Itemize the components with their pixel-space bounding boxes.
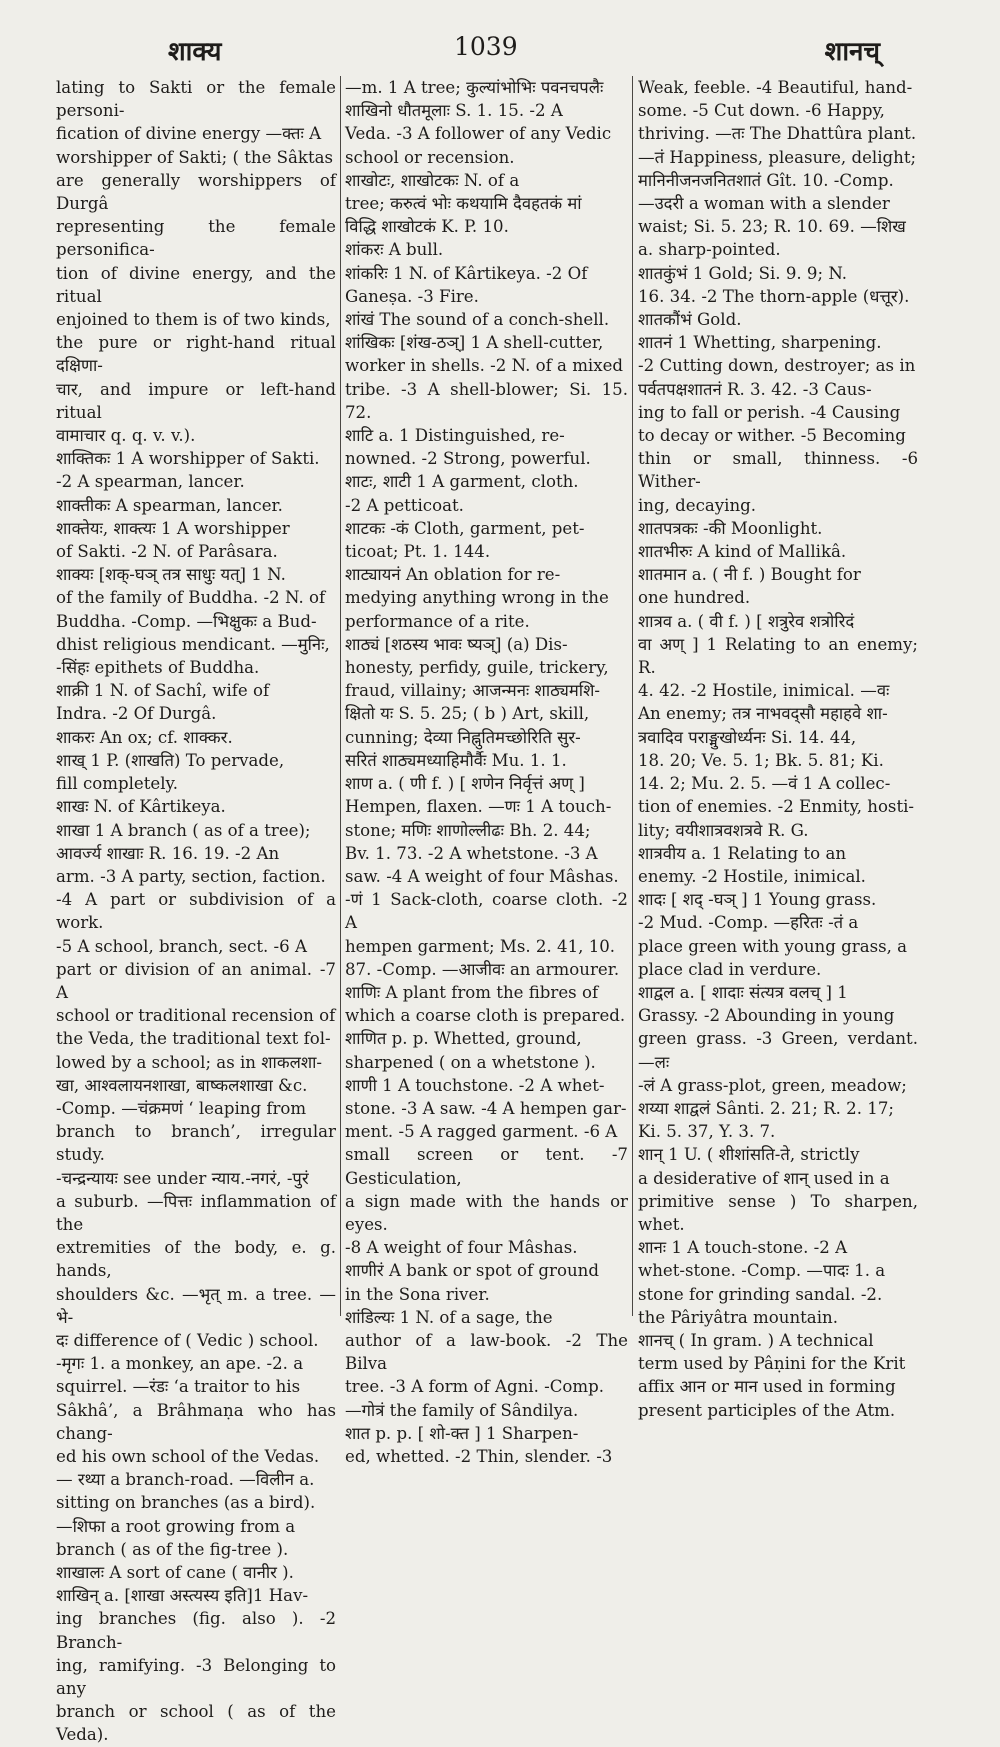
- text-line: place green with young grass, a: [638, 936, 908, 956]
- text-line: primitive sense ) To sharpen, whet.: [638, 1191, 918, 1234]
- text-line: -2 Cutting down, destroyer; as in: [638, 356, 916, 376]
- text-line: शाणीरं A bank or spot of ground: [345, 1261, 599, 1281]
- text-line: Sâkhâ’, a Brâhmaṇa who has chang-: [56, 1400, 336, 1443]
- text-line: part or division of an animal. -7 A: [56, 959, 336, 1002]
- text-line: शातनं 1 Whetting, sharpening.: [638, 333, 882, 353]
- text-line: शाणित p. p. Whetted, ground,: [345, 1029, 582, 1049]
- text-line: शाठ्यं [शठस्य भावः ष्यञ्] (a) Dis-: [345, 634, 568, 654]
- text-line: extremities of the body, e. g. hands,: [56, 1238, 336, 1281]
- text-line: -2 A petticoat.: [345, 495, 464, 515]
- text-line: Buddha. -Comp. —भिक्षुकः a Bud-: [56, 611, 317, 631]
- text-line: आवर्ज्य शाखाः R. 16. 19. -2 An: [56, 843, 280, 863]
- text-line: ing branches (fig. also ). -2 Branch-: [56, 1609, 336, 1652]
- text-line: stone for grinding sandal. -2.: [638, 1284, 883, 1304]
- text-line: green grass. -3 Green, verdant. —लः: [638, 1029, 918, 1072]
- text-line: the Pâriyâtra mountain.: [638, 1307, 838, 1327]
- text-line: —उदरी a woman with a slender: [638, 194, 890, 214]
- text-line: Bv. 1. 73. -2 A whetstone. -3 A: [345, 843, 598, 863]
- text-line: ing, decaying.: [638, 495, 757, 515]
- text-line: -8 A weight of four Mâshas.: [345, 1238, 578, 1258]
- text-line: -Comp. —चंक्रमणं ‘ leaping from: [56, 1098, 307, 1118]
- text-line: school or traditional recension of: [56, 1006, 336, 1026]
- text-line: branch or school ( as of the Veda).: [56, 1702, 336, 1745]
- text-line: sharpened ( on a whetstone ).: [345, 1052, 596, 1072]
- text-line: author of a law-book. -2 The Bilva: [345, 1330, 628, 1374]
- text-line: 16. 34. -2 The thorn-apple (धत्तूर).: [638, 286, 910, 306]
- text-line: ed, whetted. -2 Thin, slender. -3: [345, 1446, 613, 1466]
- text-line: -लं A grass-plot, green, meadow;: [638, 1075, 907, 1095]
- text-line: वा अण् ] 1 Relating to an enemy; R.: [638, 634, 918, 678]
- text-line: शाट्यायनं An oblation for re-: [345, 565, 561, 585]
- text-line: -णं 1 Sack-cloth, coarse cloth. -2 A: [345, 890, 628, 933]
- text-line: hempen garment; Ms. 2. 41, 10.: [345, 936, 616, 956]
- text-line: of the family of Buddha. -2 N. of: [56, 588, 326, 608]
- page-header: [56, 28, 920, 68]
- text-line: Hempen, flaxen. —णः 1 A touch-: [345, 797, 612, 817]
- text-line: शात्रवीय a. 1 Relating to an: [638, 843, 847, 863]
- text-line: stone; मणिः शाणोल्लीढः Bh. 2. 44;: [345, 820, 591, 840]
- text-line: खा, आश्वलायनशाखा, बाष्कलशाखा &c.: [56, 1075, 308, 1095]
- text-line: शांकरिः 1 N. of Kârtikeya. -2 Of: [345, 263, 588, 283]
- text-line: Veda. -3 A follower of any Vedic: [345, 124, 612, 144]
- text-line: शादः [ शद् -घञ् ] 1 Young grass.: [638, 890, 877, 910]
- text-line: शाखिन् a. [शाखा अस्त्यस्य इति]1 Hav-: [56, 1586, 309, 1606]
- text-line: worshipper of Sakti; ( the Sâktas: [56, 147, 334, 167]
- text-line: चार, and impure or left-hand ritual: [56, 379, 336, 422]
- text-line: arm. -3 A party, section, faction.: [56, 866, 326, 886]
- text-line: tion of enemies. -2 Enmity, hosti-: [638, 797, 915, 817]
- text-line: शाणी 1 A touchstone. -2 A whet-: [345, 1075, 605, 1095]
- text-line: शानः 1 A touch-stone. -2 A: [638, 1238, 848, 1258]
- text-line: of Sakti. -2 N. of Parâsara.: [56, 542, 278, 562]
- text-line: Weak, feeble. -4 Beautiful, hand-: [638, 78, 913, 97]
- text-line: शाटः, शाटी 1 A garment, cloth.: [345, 472, 579, 492]
- text-line: शातमान a. ( नी f. ) Bought for: [638, 565, 861, 585]
- text-line: ing to fall or perish. -4 Causing: [638, 402, 901, 422]
- text-line: शाद्वल a. [ शादाः संत्यत्र वलच् ] 1: [638, 982, 848, 1002]
- text-line: शान् 1 U. ( शीशांसति-ते, strictly: [638, 1145, 860, 1165]
- text-line: a. sharp-pointed.: [638, 240, 781, 260]
- text-line: शाखिनो धौतमूलाः S. 1. 15. -2 A: [345, 101, 563, 121]
- text-line: शांडिल्यः 1 N. of a sage, the: [345, 1307, 553, 1327]
- text-line: —शिफा a root growing from a: [56, 1516, 296, 1536]
- text-line: —तं Happiness, pleasure, delight;: [638, 147, 917, 167]
- text-line: शाख् 1 P. (शाखति) To pervade,: [56, 750, 285, 770]
- text-line: ed his own school of the Vedas.: [56, 1446, 320, 1466]
- text-line: are generally worshippers of Durgâ: [56, 170, 336, 214]
- text-line: shoulders &c. —भृत् m. a tree. —भे-: [56, 1284, 336, 1327]
- text-line: tion of divine energy, and the ritual: [56, 263, 336, 306]
- text-line: -2 A spearman, lancer.: [56, 472, 245, 492]
- text-line: whet-stone. -Comp. —पादः 1. a: [638, 1261, 886, 1281]
- text-line: fraud, villainy; आजन्मनः शाठ्यमशि-: [345, 681, 600, 701]
- text-line: An enemy; तत्र नाभवद्सौ महाहवे शा-: [638, 704, 888, 724]
- text-line: term used by Pâṇini for the Krit: [638, 1354, 906, 1374]
- column-2: [345, 76, 628, 1466]
- text-line: tree. -3 A form of Agni. -Comp.: [345, 1377, 605, 1397]
- text-line: विद्धि शाखोटकं K. P. 10.: [345, 217, 509, 237]
- text-line: 87. -Comp. —आजीवः an armourer.: [345, 959, 620, 979]
- text-line: lowed by a school; as in शाकलशा-: [56, 1052, 323, 1072]
- text-line: -4 A part or subdivision of a work.: [56, 890, 336, 933]
- text-line: representing the female personifica-: [56, 217, 336, 260]
- text-line: 14. 2; Mu. 2. 5. —वं 1 A collec-: [638, 774, 891, 794]
- text-line: ticoat; Pt. 1. 144.: [345, 542, 491, 562]
- right-guide-word: शानच्: [824, 37, 880, 67]
- text-line: -5 A school, branch, sect. -6 A: [56, 936, 307, 956]
- text-line: a suburb. —पित्तः inflammation of the: [56, 1191, 336, 1234]
- text-line: performance of a rite.: [345, 611, 530, 631]
- text-line: शाखा 1 A branch ( as of a tree);: [56, 820, 311, 840]
- text-line: —m. 1 A tree; कुल्यांभोभिः पवनचपलैः: [345, 78, 604, 97]
- text-line: शाक्री 1 N. of Sachî, wife of: [56, 681, 270, 701]
- text-line: वामाचार q. q. v. v.).: [56, 426, 196, 446]
- text-line: nowned. -2 Strong, powerful.: [345, 449, 591, 469]
- text-line: to decay or wither. -5 Becoming: [638, 426, 906, 446]
- text-line: -मृगः 1. a monkey, an ape. -2. a: [56, 1354, 304, 1374]
- text-line: शाक्यः [शक्-घञ् तत्र साधुः यत्] 1 N.: [56, 565, 286, 585]
- text-line: school or recension.: [345, 147, 515, 167]
- text-line: शांखिकः [शंख-ठञ्] 1 A shell-cutter,: [345, 333, 604, 353]
- text-line: -चन्द्रन्यायः see under न्याय.-नगरं, -पुरं: [56, 1168, 309, 1188]
- text-line: शाक्तीकः A spearman, lancer.: [56, 495, 283, 515]
- column-1: [56, 76, 336, 1745]
- text-line: in the Sona river.: [345, 1284, 490, 1304]
- text-line: place clad in verdure.: [638, 959, 822, 979]
- text-line: tree; करुत्वं भोः कथयामि दैवहतकं मां: [345, 194, 582, 214]
- text-line: medying anything wrong in the: [345, 588, 609, 608]
- text-line: enjoined to them is of two kinds,: [56, 310, 331, 330]
- text-line: fication of divine energy —क्तः A: [56, 124, 322, 144]
- text-line: सरितं शाठ्यमध्याहिमौर्वैः Mu. 1. 1.: [345, 750, 567, 770]
- text-line: शाण a. ( णी f. ) [ शणेन निर्वृत्तं अण् ]: [345, 774, 585, 794]
- text-line: ing, ramifying. -3 Belonging to any: [56, 1655, 336, 1699]
- text-line: branch ( as of the fig-tree ).: [56, 1539, 289, 1559]
- text-line: पर्वतपक्षशातनं R. 3. 42. -3 Caus-: [638, 379, 872, 399]
- column-rule-right: [632, 76, 633, 1316]
- text-line: waist; Si. 5. 23; R. 10. 69. —शिख: [638, 217, 906, 237]
- text-line: ment. -5 A ragged garment. -6 A: [345, 1122, 618, 1142]
- left-guide-word: शाक्य: [168, 37, 222, 67]
- text-line: present participles of the Atm.: [638, 1400, 896, 1420]
- text-line: शाटकः -कं Cloth, garment, pet-: [345, 518, 585, 538]
- text-line: a sign made with the hands or eyes.: [345, 1191, 628, 1234]
- text-line: one hundred.: [638, 588, 751, 608]
- text-line: thriving. —तः The Dhattûra plant.: [638, 124, 917, 144]
- text-line: शाखः N. of Kârtikeya.: [56, 797, 226, 817]
- text-line: शातभीरुः A kind of Mallikâ.: [638, 542, 847, 562]
- text-line: शातपत्रकः -की Moonlight.: [638, 518, 823, 538]
- text-line: lating to Sakti or the female personi-: [56, 78, 336, 121]
- text-line: Indra. -2 Of Durgâ.: [56, 704, 217, 724]
- text-line: शांकरः A bull.: [345, 240, 444, 260]
- text-line: शात p. p. [ शो-क्त ] 1 Sharpen-: [345, 1423, 579, 1443]
- text-line: शाखालः A sort of cane ( वानीर ).: [56, 1563, 294, 1582]
- text-line: dhist religious mendicant. —मुनिः,: [56, 634, 330, 654]
- text-line: the pure or right-hand ritual दक्षिणा-: [56, 333, 336, 376]
- text-line: शात्रव a. ( वी f. ) [ शत्रुरेव शत्रोरिदं: [638, 611, 855, 631]
- text-line: some. -5 Cut down. -6 Happy,: [638, 101, 885, 121]
- text-line: शय्या शाद्वलं Sânti. 2. 21; R. 2. 17;: [638, 1098, 894, 1118]
- text-line: -सिंहः epithets of Buddha.: [56, 658, 260, 678]
- text-line: Ganeṣa. -3 Fire.: [345, 286, 479, 306]
- text-line: which a coarse cloth is prepared.: [345, 1006, 626, 1026]
- text-line: lity; वयीशात्रवशत्रवे R. G.: [638, 820, 809, 840]
- text-line: stone. -3 A saw. -4 A hempen gar-: [345, 1098, 627, 1118]
- text-line: a desiderative of शान् used in a: [638, 1168, 890, 1188]
- text-line: शांखं The sound of a conch-shell.: [345, 310, 610, 330]
- column-rule-left: [340, 76, 341, 1316]
- text-line: affix आन or मान used in forming: [638, 1377, 896, 1397]
- text-line: tribe. -3 A shell-blower; Si. 15. 72.: [345, 379, 628, 422]
- text-line: दः difference of ( Vedic ) school.: [56, 1330, 319, 1350]
- text-line: शातकुंभं 1 Gold; Si. 9. 9; N.: [638, 263, 848, 283]
- page-number: 1039: [454, 32, 518, 61]
- text-line: 18. 20; Ve. 5. 1; Bk. 5. 81; Ki.: [638, 750, 884, 770]
- text-line: शाक्तेयः, शाक्त्यः 1 A worshipper: [56, 518, 290, 538]
- text-line: — रथ्या a branch-road. —विलीन a.: [56, 1470, 315, 1490]
- text-line: शाखोटः, शाखोटकः N. of a: [345, 170, 520, 190]
- text-line: sitting on branches (as a bird).: [56, 1493, 316, 1513]
- text-line: the Veda, the traditional text fol-: [56, 1029, 331, 1049]
- text-line: शाणिः A plant from the fibres of: [345, 982, 599, 1002]
- text-line: cunning; देव्या निह्नुतिमच्छोरिति सुर-: [345, 727, 581, 747]
- text-line: branch to branch’, irregular study.: [56, 1122, 336, 1165]
- column-3: [638, 76, 918, 1420]
- text-line: enemy. -2 Hostile, inimical.: [638, 866, 866, 886]
- text-line: squirrel. —रंडः ‘a traitor to his: [56, 1377, 301, 1397]
- text-line: fill completely.: [56, 774, 178, 794]
- text-line: शाटि a. 1 Distinguished, re-: [345, 426, 565, 446]
- text-line: worker in shells. -2 N. of a mixed: [345, 356, 624, 376]
- text-line: शाक्तिकः 1 A worshipper of Sakti.: [56, 449, 320, 469]
- text-line: -2 Mud. -Comp. —हरितः -तं a: [638, 913, 859, 933]
- text-line: त्रवादिव पराङ्मुखोर्ध्यनः Si. 14. 44,: [638, 727, 857, 747]
- text-line: मानिनीजनजनितशातं Gît. 10. -Comp.: [638, 170, 894, 190]
- text-line: शातकौंभं Gold.: [638, 310, 742, 330]
- text-line: small screen or tent. -7 Gesticulation,: [345, 1145, 628, 1188]
- text-line: honesty, perfidy, guile, trickery,: [345, 658, 609, 678]
- text-line: —गोत्रं the family of Sândilya.: [345, 1400, 579, 1420]
- text-line: 4. 42. -2 Hostile, inimical. —वः: [638, 681, 890, 701]
- text-line: शानच् ( In gram. ) A technical: [638, 1330, 874, 1350]
- text-line: saw. -4 A weight of four Mâshas.: [345, 866, 619, 886]
- text-line: Grassy. -2 Abounding in young: [638, 1006, 895, 1026]
- text-line: क्षितो यः S. 5. 25; ( b ) Art, skill,: [345, 704, 590, 724]
- text-line: Ki. 5. 37, Y. 3. 7.: [638, 1122, 776, 1142]
- text-line: thin or small, thinness. -6 Wither-: [638, 449, 918, 492]
- text-line: शाकरः An ox; cf. शाक्कर.: [56, 727, 233, 747]
